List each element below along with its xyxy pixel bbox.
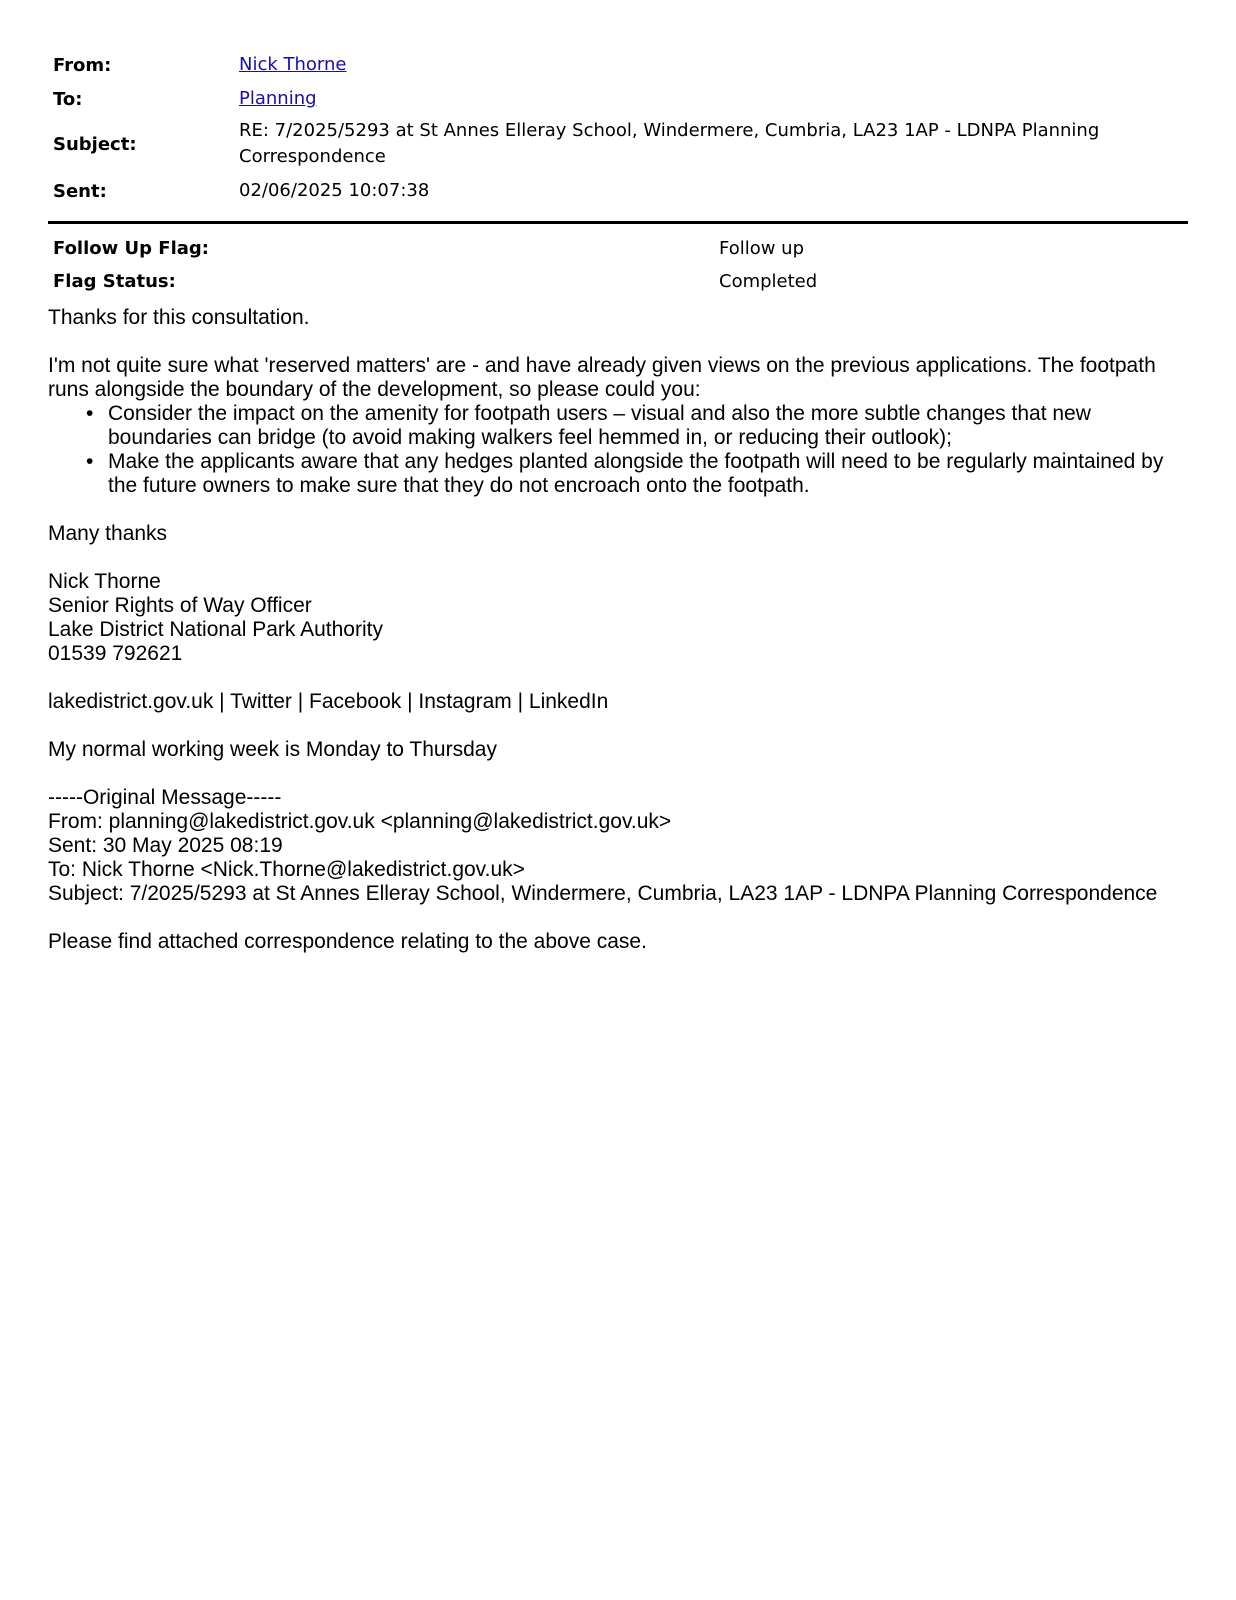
original-to: To: Nick Thorne <Nick.Thorne@lakedistrict.gov.uk> <box>48 858 525 881</box>
follow-up-flag-label: Follow Up Flag: <box>53 238 209 259</box>
header-to-row <box>48 86 1188 112</box>
bullet-icon: • <box>86 450 94 473</box>
from-link[interactable]: Nick Thorne <box>239 54 347 75</box>
sent-label: Sent: <box>53 180 107 202</box>
original-separator: -----Original Message----- <box>48 786 282 809</box>
signature-phone: 01539 792621 <box>48 642 183 665</box>
original-subject: Subject: 7/2025/5293 at St Annes Elleray School, Windermere, Cumbria, LA23 1AP - LDNPA Planning Correspondence <box>48 882 1158 905</box>
flag-status-row <box>48 271 1188 292</box>
follow-up-flag-value: Follow up <box>719 238 805 259</box>
to-label: To: <box>53 88 83 110</box>
sent-value: 02/06/2025 10:07:38 <box>239 180 430 201</box>
header-subject-row <box>48 118 1188 170</box>
bullet-icon: • <box>86 402 94 425</box>
closing-text: Many thanks <box>48 522 168 545</box>
original-body: Please find attached correspondence relating to the above case. <box>48 930 647 953</box>
subject-label: Subject: <box>53 133 137 155</box>
flag-status-label: Flag Status: <box>53 271 176 292</box>
header-sent-row <box>48 178 1188 204</box>
social-links: lakedistrict.gov.uk | Twitter | Facebook | Instagram | LinkedIn <box>48 690 609 713</box>
header-from-row <box>48 52 1188 78</box>
signature-org: Lake District National Park Authority <box>48 618 383 641</box>
list-item: • Make the applicants aware that any hedges planted alongside the footpath will need to be regularly maintained by the future owners to make sure that they do not encroach onto the footpath. <box>86 450 1164 497</box>
flag-status-value: Completed <box>719 271 818 292</box>
signature-title: Senior Rights of Way Officer <box>48 594 312 617</box>
follow-up-flag-row <box>48 238 1188 259</box>
original-from: From: planning@lakedistrict.gov.uk <planning@lakedistrict.gov.uk> <box>48 810 672 833</box>
to-link[interactable]: Planning <box>239 88 317 109</box>
from-label: From: <box>53 54 112 76</box>
original-sent: Sent: 30 May 2025 08:19 <box>48 834 283 857</box>
intro-text: Thanks for this consultation. <box>48 306 310 329</box>
working-week-note: My normal working week is Monday to Thursday <box>48 738 497 761</box>
request-paragraph: I'm not quite sure what 'reserved matters' are - and have already given views on the previous applications. The footpath runs alongside the boundary of the development, so please could you: <box>48 354 1156 401</box>
request-list <box>48 402 1188 498</box>
list-item: • Consider the impact on the amenity for footpath users – visual and also the more subtle changes that new boundaries can bridge (to avoid making walkers feel hemmed in, or reducing their outlook); <box>86 402 1091 449</box>
header-divider <box>48 221 1188 224</box>
signature-name: Nick Thorne <box>48 570 161 593</box>
message-body <box>48 306 1188 954</box>
subject-value: RE: 7/2025/5293 at St Annes Elleray School, Windermere, Cumbria, LA23 1AP - LDNPA Planning Correspondence <box>239 120 1100 167</box>
